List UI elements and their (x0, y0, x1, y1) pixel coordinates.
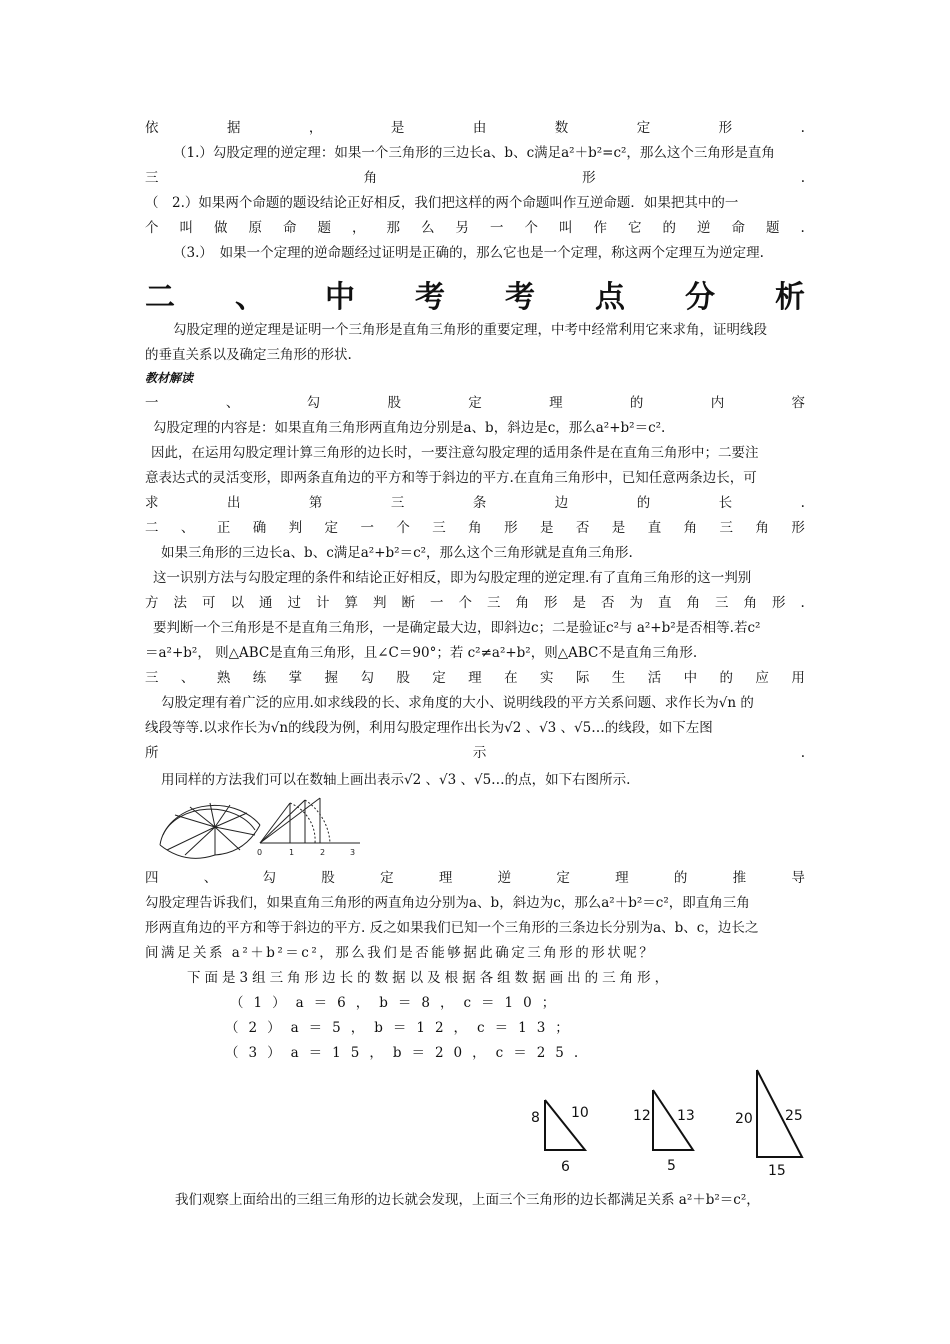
tri1-c: 10 (571, 1105, 589, 1121)
glyph: 理 (549, 395, 563, 411)
glyph: 的 (629, 395, 644, 411)
glyph: 数 (554, 120, 569, 136)
glyph: 算 (344, 595, 358, 611)
glyph: 股 (396, 670, 410, 686)
glyph: 角 (363, 170, 378, 186)
glyph: 判 (373, 595, 387, 611)
glyph: 判 (288, 520, 303, 536)
glyph: 握 (324, 670, 339, 686)
glyph: 二 (145, 280, 175, 315)
glyph: 形 (718, 120, 733, 136)
glyph: 析 (775, 280, 805, 315)
s1-line-a: 勾股定理的内容是：如果直角三角形两直角边分别是a、b，斜边是c，那么a²+b²＝c². (153, 420, 666, 436)
glyph: 活 (647, 670, 662, 686)
glyph: 是 (572, 595, 586, 611)
glyph: 一 (430, 595, 444, 611)
s3-line-d: 用同样的方法我们可以在数轴上画出表示√2 、√3 、√5…的点，如下右图所示. (161, 772, 631, 788)
glyph: 理 (468, 670, 482, 686)
glyph: 原 (248, 220, 262, 236)
glyph: 么 (421, 220, 435, 236)
glyph: 题 (317, 220, 331, 236)
glyph: 形 (504, 520, 518, 536)
glyph: 的 (662, 220, 676, 236)
glyph: 个 (145, 220, 159, 236)
glyph: 三 (432, 520, 446, 536)
glyph: 角 (743, 595, 757, 611)
glyph: . (800, 220, 805, 236)
line-inverse-prop: （ 2.）如果两个命题的题设结论正好相反，我们把这样的两个命题叫作互逆命题．如果把其中的一 (145, 195, 739, 211)
group-1: （1）a＝6，b＝8，c＝10； (230, 995, 566, 1011)
glyph: 内 (710, 395, 725, 411)
tri3-c: 25 (785, 1108, 803, 1124)
glyph: 掌 (288, 670, 303, 686)
glyph: . (800, 745, 805, 761)
glyph: 容 (791, 395, 805, 411)
glyph: 法 (173, 595, 187, 611)
glyph: 中 (683, 670, 698, 686)
glyph: 勾 (306, 395, 321, 411)
glyph: 点 (595, 280, 625, 315)
section-2-title (145, 518, 805, 538)
glyph: 勾 (262, 870, 277, 886)
glyph: 命 (731, 220, 745, 236)
s2-line-e: ＝a²+b²， 则△ABC是直角三角形，且∠C＝90°；若 c²≠a²+b²，则△ABC不是直角三角形. (145, 645, 698, 661)
s1-line-b: 因此，在运用勾股定理计算三角形的边长时，一要注意勾股定理的适用条件是在直角三角形中；二要注 (151, 445, 759, 461)
line-spread-3 (145, 218, 805, 238)
glyph: 长 (718, 495, 733, 511)
glyph: 计 (316, 595, 330, 611)
glyph: 定 (556, 870, 570, 886)
glyph: 分 (685, 280, 715, 315)
glyph: . (800, 495, 805, 511)
glyph: 叫 (179, 220, 193, 236)
glyph: 定 (324, 520, 339, 536)
s2-line-a: 如果三角形的三边长a、b、c满足a²+b²＝c²，那么这个三角形就是直角三角形. (161, 545, 633, 561)
s4-line-a: 勾股定理告诉我们，如果直角三角形的两直角边分别为a、b，斜边为c，那么a²＋b²＝c²，即直角三角 (145, 895, 750, 911)
line-inverse-theorem: （3.） 如果一个定理的逆命题经过证明是正确的，那么它也是一个定理，称这两个定理互为逆定理. (173, 245, 764, 261)
glyph: 角 (515, 595, 529, 611)
glyph: 三 (719, 520, 733, 536)
glyph: 推 (732, 870, 747, 886)
glyph: 逆 (697, 220, 711, 236)
s3-line-b: 线段等等.以求作长为√n的线段为例，利用勾股定理作出长为√2 、√3 、√5…的线段，如下左图 (145, 720, 713, 736)
glyph: 际 (575, 670, 590, 686)
line-spread-1 (145, 118, 805, 138)
glyph: 形 (791, 520, 805, 536)
glyph: 实 (539, 670, 554, 686)
s4-line-b: 形两直角边的平方和等于斜边的平方. 反之如果我们已知一个三角形的三条边长分别为a、b、c，边长之 (145, 920, 759, 936)
para-1b: 的垂直关系以及确定三角形的形状. (145, 347, 352, 363)
section-4-title (145, 868, 805, 888)
s4-line-c: 间满足关系 a²＋b²＝c²，那么我们是否能够据此确定三角形的形状呢？ (145, 945, 656, 961)
glyph: ， (308, 120, 323, 136)
glyph: 可 (202, 595, 216, 611)
numberline-tick-2: 2 (320, 848, 326, 857)
section-1-title (145, 393, 805, 413)
glyph: 个 (396, 520, 410, 536)
glyph: 股 (321, 870, 335, 886)
glyph: . (800, 595, 805, 611)
glyph: 第 (308, 495, 323, 511)
tri2-c: 13 (677, 1108, 695, 1124)
glyph: 、 (180, 520, 195, 536)
tri1-a: 8 (531, 1110, 540, 1126)
glyph: 股 (387, 395, 401, 411)
glyph: 是 (611, 520, 626, 536)
glyph: 一 (490, 220, 504, 236)
numberline-tick-3: 3 (350, 848, 356, 857)
section-3-title (145, 668, 805, 688)
s1-line-d (145, 493, 805, 513)
glyph: 三 (487, 595, 501, 611)
glyph: 定 (468, 395, 482, 411)
glyph: 、 (203, 870, 218, 886)
glyph: 导 (791, 870, 805, 886)
glyph: 定 (636, 120, 651, 136)
subheading: 教材解读 (145, 371, 194, 385)
glyph: 求 (145, 495, 159, 511)
last-line: 我们观察上面给出的三组三角形的边长就会发现，上面三个三角形的边长都满足关系 a²＋b²＝c²， (175, 1192, 760, 1208)
glyph: 以 (230, 595, 244, 611)
tri2-a: 12 (633, 1108, 651, 1124)
glyph: 定 (380, 870, 394, 886)
s2-line-d: 要判断一个三角形是不是直角三角形，一是确定最大边，即斜边c；二是验证c²与 a²+b²是否相等.若c² (153, 620, 761, 636)
glyph: 依 (145, 120, 159, 136)
glyph: 应 (755, 670, 769, 686)
glyph: 用 (791, 670, 805, 686)
glyph: 生 (611, 670, 626, 686)
glyph: 三 (715, 595, 729, 611)
s2-line-b: 这一识别方法与勾股定理的条件和结论正好相反，即为勾股定理的逆定理.有了直角三角形的这一判别 (153, 570, 752, 586)
glyph: 通 (259, 595, 273, 611)
glyph: 为 (629, 595, 643, 611)
glyph: 正 (216, 520, 231, 536)
glyph: 一 (360, 520, 374, 536)
tri2-b: 5 (667, 1158, 676, 1174)
tri1-b: 6 (561, 1159, 570, 1175)
numberline-tick-1: 1 (289, 848, 295, 857)
glyph: 那 (386, 220, 400, 236)
para-1a: 勾股定理的逆定理是证明一个三角形是直角三角形的重要定理，中考中经常利用它来求角，证明线段 (173, 322, 767, 338)
line-spread-2 (145, 168, 805, 188)
glyph: . (800, 170, 805, 186)
glyph: 形 (772, 595, 786, 611)
spiral-figure (155, 795, 370, 860)
glyph: 另 (455, 220, 469, 236)
glyph: 是 (539, 520, 554, 536)
glyph: 据 (226, 120, 241, 136)
s3-line-c (145, 743, 805, 763)
glyph: 勾 (360, 670, 374, 686)
group-3: （3）a＝15，b＝20，c＝25. (225, 1045, 589, 1061)
glyph: 直 (658, 595, 672, 611)
glyph: 定 (432, 670, 446, 686)
glyph: 角 (755, 520, 769, 536)
glyph: 中 (325, 280, 355, 315)
s4-line-d: 下面是3组三角形边长的数据以及根据各组数据画出的三角形， (187, 970, 673, 986)
glyph: 边 (554, 495, 569, 511)
glyph: 题 (766, 220, 780, 236)
glyph: 确 (252, 520, 267, 536)
glyph: 个 (524, 220, 538, 236)
glyph: 一 (145, 395, 159, 411)
line-converse-theorem: （1.）勾股定理的逆定理：如果一个三角形的三边长a、b、c满足a²＋b²=c²，那么这个三角形是直角 (173, 145, 775, 161)
tri3-b: 15 (768, 1163, 786, 1179)
glyph: 二 (145, 520, 159, 536)
glyph: 出 (226, 495, 241, 511)
glyph: 、 (225, 395, 240, 411)
glyph: 理 (438, 870, 453, 886)
glyph: 它 (628, 220, 642, 236)
glyph: . (800, 120, 805, 136)
glyph: 考 (415, 280, 445, 315)
glyph: 的 (636, 495, 651, 511)
s2-line-c (145, 593, 805, 613)
glyph: 角 (683, 520, 698, 536)
glyph: 三 (390, 495, 405, 511)
glyph: 形 (582, 170, 596, 186)
glyph: 理 (615, 870, 629, 886)
glyph: 三 (145, 170, 159, 186)
glyph: ， (352, 220, 366, 236)
glyph: 四 (145, 870, 159, 886)
group-2: （2）a＝5，b＝12，c＝13； (225, 1020, 579, 1036)
glyph: 叫 (559, 220, 573, 236)
glyph: 作 (593, 220, 607, 236)
glyph: 否 (601, 595, 615, 611)
glyph: 断 (401, 595, 415, 611)
s1-line-c: 意表达式的灵活变形，即两条直角边的平方和等于斜边的平方.在直角三角形中，已知任意两条边长，可 (145, 470, 757, 486)
glyph: 练 (252, 670, 267, 686)
glyph: 三 (145, 670, 159, 686)
glyph: 熟 (216, 670, 231, 686)
triangles-figure (525, 1065, 810, 1180)
tri3-a: 20 (735, 1111, 753, 1127)
glyph: 命 (283, 220, 297, 236)
glyph: 逆 (497, 870, 512, 886)
glyph: 在 (504, 670, 518, 686)
glyph: 形 (544, 595, 558, 611)
glyph: 条 (472, 495, 487, 511)
glyph: 、 (235, 280, 265, 315)
glyph: 、 (180, 670, 195, 686)
glyph: 考 (505, 280, 535, 315)
glyph: 示 (472, 745, 487, 761)
glyph: 所 (145, 745, 159, 761)
section-heading (145, 272, 805, 316)
glyph: 角 (686, 595, 700, 611)
glyph: 的 (719, 670, 733, 686)
glyph: 由 (472, 120, 487, 136)
glyph: 是 (390, 120, 405, 136)
glyph: 否 (575, 520, 590, 536)
glyph: 角 (468, 520, 482, 536)
numberline-tick-0: 0 (257, 848, 263, 857)
glyph: 做 (214, 220, 228, 236)
glyph: 方 (145, 595, 159, 611)
glyph: 的 (673, 870, 688, 886)
glyph: 直 (647, 520, 662, 536)
glyph: 过 (287, 595, 301, 611)
glyph: 个 (458, 595, 472, 611)
s3-line-a: 勾股定理有着广泛的应用.如求线段的长、求角度的大小、说明线段的平方关系问题、求作长为√n 的 (161, 695, 754, 711)
